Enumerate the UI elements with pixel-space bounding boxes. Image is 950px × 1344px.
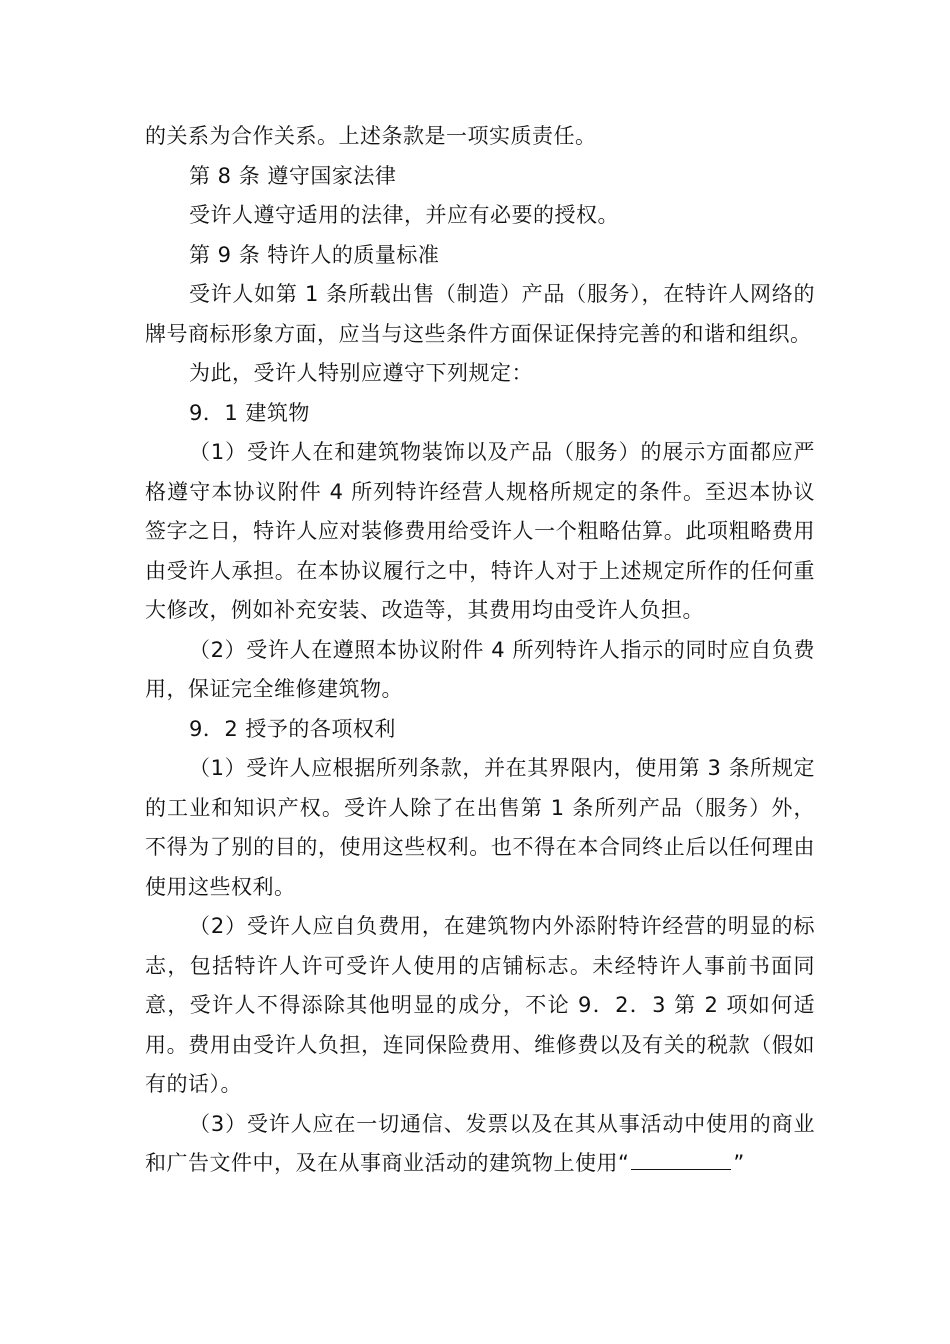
closing-quote: ” xyxy=(733,1151,745,1175)
section-9-2-item-3-text: （3）受许人应在一切通信、发票以及在其从事活动中使用的商业和广告文件中，及在从事商业活动的建筑物上使用“ xyxy=(145,1111,815,1175)
article-8-heading: 第 8 条 遵守国家法律 xyxy=(189,163,397,188)
article-9-heading: 第 9 条 特许人的质量标准 xyxy=(189,242,440,267)
article-8-text: 受许人遵守适用的法律，并应有必要的授权。 xyxy=(189,203,619,227)
section-9-2-heading: 9．2 授予的各项权利 xyxy=(189,716,396,741)
paragraph-continuation: 的关系为合作关系。上述条款是一项实质责任。 xyxy=(145,124,597,148)
section-9-2-item-1: （1）受许人应根据所列条款，并在其界限内，使用第 3 条所规定的工业和知识产权。受许人除了在出售第 1 条所列产品（服务）外，不得为了别的目的，使用这些权利。也不得在本合同终止后以任何理由使用这些权利。 xyxy=(145,756,815,899)
section-9-1-item-2: （2）受许人在遵照本协议附件 4 所列特许人指示的同时应自负费用，保证完全维修建筑物。 xyxy=(145,637,815,701)
article-9-text: 受许人如第 1 条所载出售（制造）产品（服务），在特许人网络的牌号商标形象方面，应当与这些条件方面保证保持完善的和谐和组织。 xyxy=(145,282,815,346)
document-body xyxy=(145,117,815,1184)
section-9-2-item-2: （2）受许人应自负费用，在建筑物内外添附特许经营的明显的标志，包括特许人许可受许人使用的店铺标志。未经特许人事前书面同意，受许人不得添除其他明显的成分，不论 9．2．3 第 2 项如何适用。费用由受许人负担，连同保险费用、维修费以及有关的税款（假如有的话）。 xyxy=(145,914,815,1096)
section-9-1-heading: 9．1 建筑物 xyxy=(189,400,310,425)
article-9-intro: 为此，受许人特别应遵守下列规定： xyxy=(189,361,533,385)
section-9-2-item-3 xyxy=(145,1105,815,1184)
blank-fill-line xyxy=(631,1149,731,1170)
section-9-1-item-1: （1）受许人在和建筑物装饰以及产品（服务）的展示方面都应严格遵守本协议附件 4 所列特许经营人规格所规定的条件。至迟本协议签字之日，特许人应对装修费用给受许人一个粗略估算。此项粗略费用由受许人承担。在本协议履行之中，特许人对于上述规定所作的任何重大修改，例如补充安装、改造等，其费用均由受许人负担。 xyxy=(145,440,815,622)
